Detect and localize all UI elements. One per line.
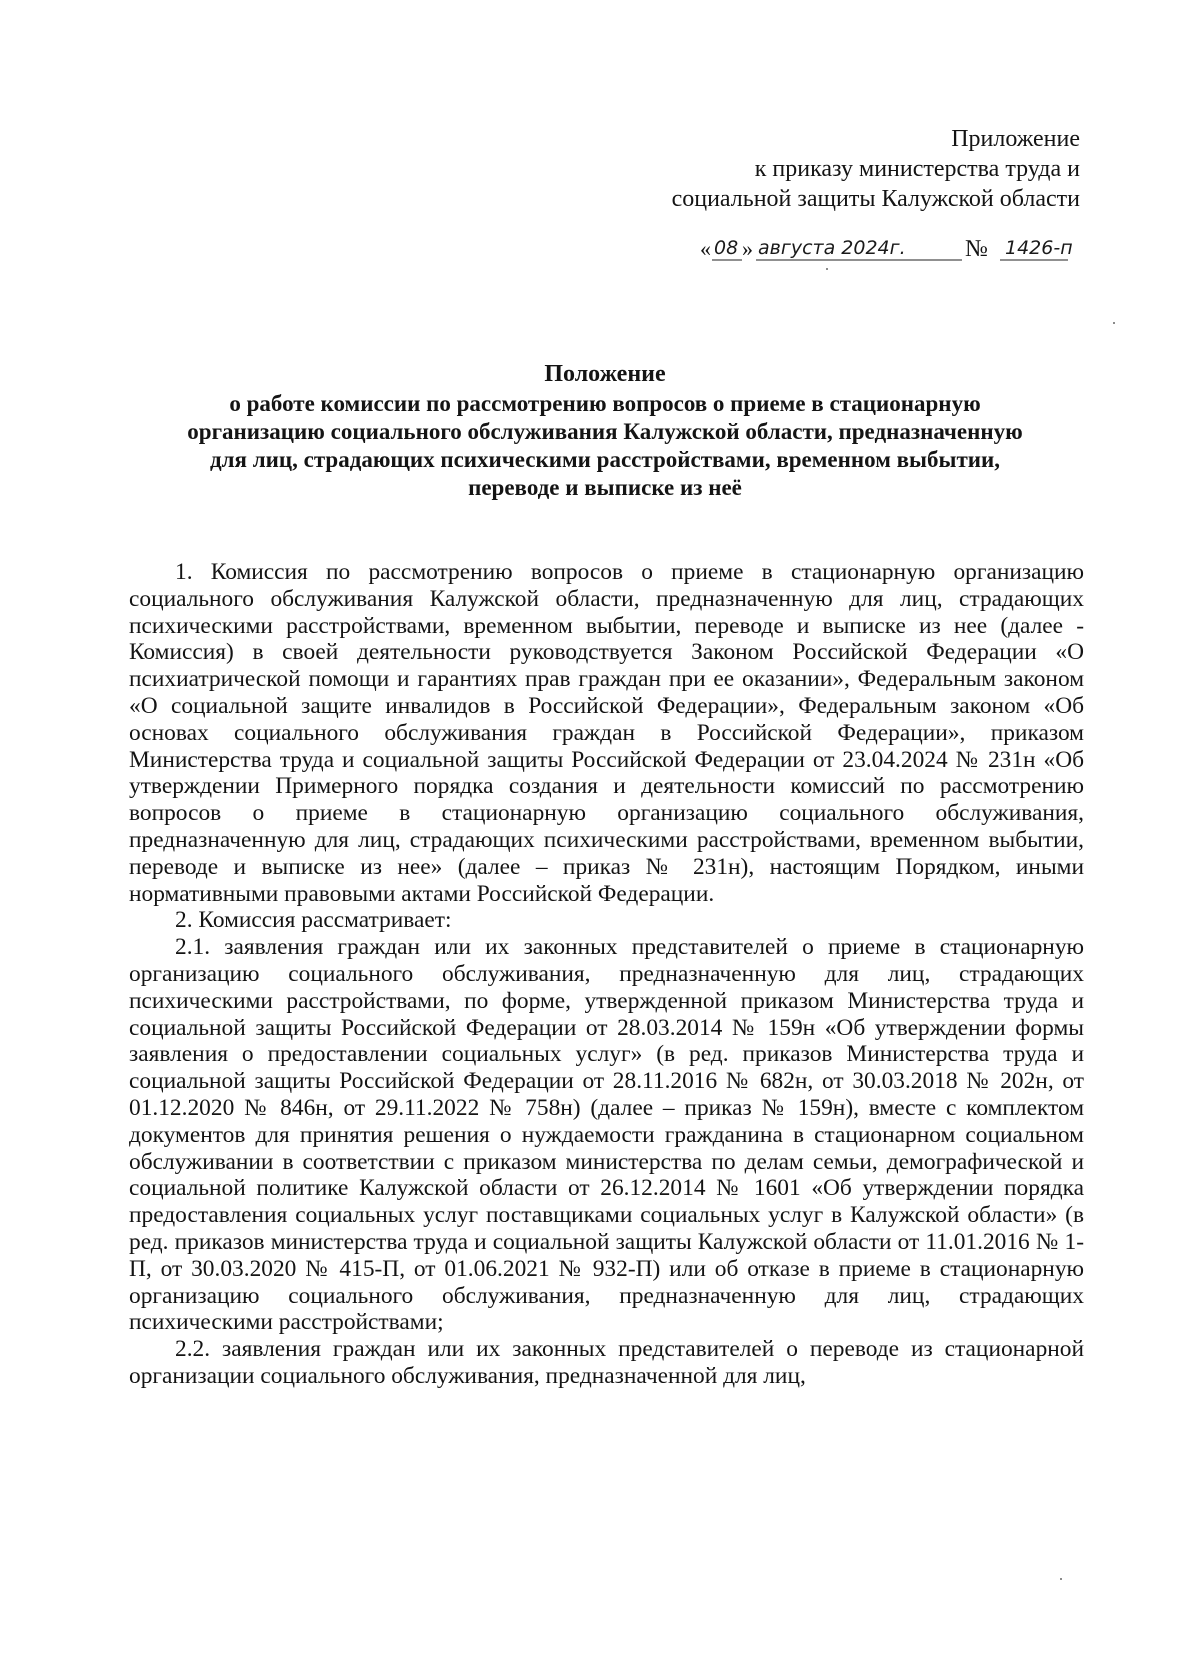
order-date-line <box>700 236 1100 276</box>
appendix-line-2: к приказу министерства труда и <box>754 156 1080 182</box>
heading-line-3: для лиц, страдающих психическими расстройствами, временном выбытии, <box>210 447 1000 472</box>
document-heading <box>125 360 1085 502</box>
paragraph-2-2: 2.2. заявления граждан или их законных представителей о переводе из стационарной организации социального обслуживания, предназначенной для лиц, <box>129 1336 1084 1389</box>
handwritten-date <box>700 236 1100 276</box>
number-sign: № <box>965 236 988 262</box>
date-day: 08 <box>714 237 739 259</box>
appendix-title: Приложение <box>951 126 1080 152</box>
document-body <box>129 559 1084 1390</box>
paragraph-2-1: 2.1. заявления граждан или их законных представителей о приеме в стационарную организацию социального обслуживания, предназначенную для лиц, страдающих психическими расстройствами, по форме, утвержденной приказом Министерства труда и социальной защиты Российской Федерации от 28.03.2014 № 159н «Об утверждении формы заявления о предоставлении социальных услуг» (в ред. приказов Министерства труда и социальной защиты Российской Федерации от 28.11.2016 № 682н, от 30.03.2018 № 202н, от 01.12.2020 № 846н, от 29.11.2022 № 758н) (далее – приказ № 159н), вместе с комплектом документов для принятия решения о нуждаемости гражданина в стационарном социальном обслуживании в соответствии с приказом министерства по делам семьи, демографической и социальной политике Калужской области от 26.12.2014 № 1601 «Об утверждении порядка предоставления социальных услуг поставщиками социальных услуг в Калужской области» (в ред. приказов министерства труда и социальной защиты Калужской области от 11.01.2016 № 1-П, от 30.03.2020 № 415-П, от 01.06.2021 № 932-П) или об отказе в приеме в стационарную организацию социального обслуживания, предназначенную для лиц, страдающих психическими расстройствами; <box>129 934 1084 1336</box>
appendix-line-3: социальной защиты Калужской области <box>671 186 1080 212</box>
heading-line-2: организацию социального обслуживания Калужской области, предназначенную <box>187 419 1023 444</box>
order-number: 1426-п <box>1005 237 1073 259</box>
svg-text:«: « <box>700 236 711 261</box>
appendix-block <box>672 124 1080 214</box>
heading-line-1: о работе комиссии по рассмотрению вопросов о приеме в стационарную <box>229 391 981 416</box>
scan-speck <box>826 268 828 270</box>
scan-speck <box>1113 322 1115 324</box>
heading-line-4: переводе и выписке из неё <box>468 475 742 500</box>
svg-text:»: » <box>742 236 753 261</box>
heading-title: Положение <box>544 361 666 387</box>
paragraph-1: 1. Комиссия по рассмотрению вопросов о приеме в стационарную организацию социального обслуживания Калужской области, предназначенную для лиц, страдающих психическими расстройствами, временном выбытии, переводе и выписке из нее (далее - Комиссия) в своей деятельности руководствуется Законом Российской Федерации «О психиатрической помощи и гарантиях прав граждан при ее оказании», Федеральным законом «О социальной защите инвалидов в Российской Федерации», Федеральным законом «Об основах социального обслуживания граждан в Российской Федерации», приказом Министерства труда и социальной защиты Российской Федерации от 23.04.2024 № 231н «Об утверждении Примерного порядка создания и деятельности комиссий по рассмотрению вопросов о приеме в стационарную организацию социального обслуживания, предназначенную для лиц, страдающих психическими расстройствами, временном выбытии, переводе и выписке из нее» (далее – приказ № 231н), настоящим Порядком, иными нормативными правовыми актами Российской Федерации. <box>129 559 1084 907</box>
scan-speck <box>1060 1578 1062 1580</box>
date-month-year: августа 2024г. <box>758 237 906 259</box>
paragraph-2: 2. Комиссия рассматривает: <box>175 907 452 934</box>
